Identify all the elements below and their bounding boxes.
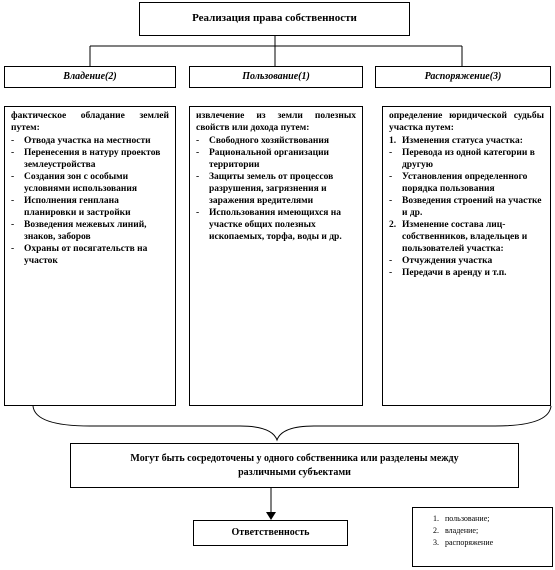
list-item: - Защиты земель от процессов разрушения, загрязнения и заражения вредителями	[196, 172, 334, 206]
responsibility-box	[193, 520, 348, 546]
content-use	[189, 106, 363, 406]
list-item: - Передачи в аренду и т.п.	[389, 268, 507, 278]
header-possession-label: Владение(2)	[63, 71, 117, 82]
legend-list	[413, 513, 552, 549]
list-item: - Свободного хозяйствования	[196, 136, 330, 146]
list-item: - Использования имеющихся на участке общих полезных ископаемых, торфа, воды и др.	[196, 208, 342, 242]
list-item: - Отвода участка на местности	[11, 136, 151, 146]
legend-item: 2. владение;	[433, 526, 479, 535]
possession-intro: фактическое обладание землей путем:	[11, 111, 169, 133]
diagram-title: Реализация права собственности	[192, 12, 357, 24]
list-item: - Охраны от посягательств на участок	[11, 244, 148, 266]
list-item: - Перенесения в натуру проектов землеустройства	[11, 148, 161, 170]
list-item: - Создания зон с особыми условиями использования	[11, 172, 137, 194]
use-list	[196, 135, 356, 243]
disposal-intro: определение юридической судьбы участка путем:	[389, 111, 544, 133]
header-possession	[4, 66, 176, 88]
legend-box	[412, 507, 553, 567]
bottom-note-text: Могут быть сосредоточены у одного собственника или разделены между различными субъектами	[130, 453, 459, 478]
header-disposal-label: Распоряжение(3)	[424, 71, 502, 82]
header-use-label: Пользование(1)	[242, 71, 310, 82]
use-intro: извлечение из земли полезных свойств или дохода путем:	[196, 111, 356, 133]
header-use	[189, 66, 363, 88]
legend-item: 3. распоряжение	[433, 538, 494, 547]
list-item: - Исполнения генплана планировки и застройки	[11, 196, 131, 218]
list-item: - Рациональной организации территории	[196, 148, 330, 170]
possession-list	[11, 135, 169, 267]
list-item: 1. Изменения статуса участка:	[389, 136, 523, 146]
bottom-note-box	[70, 443, 519, 488]
title-box	[139, 2, 410, 36]
responsibility-label: Ответственность	[231, 527, 310, 538]
header-disposal	[375, 66, 551, 88]
list-item: - Перевода из одной категории в другую	[389, 148, 535, 170]
list-item: - Возведения межевых линий, знаков, заборов	[11, 220, 147, 242]
content-disposal	[382, 106, 551, 406]
legend-item: 1. пользование;	[433, 514, 490, 523]
list-item: - Возведения строений на участке и др.	[389, 196, 542, 218]
list-item: - Отчуждения участка	[389, 256, 493, 266]
list-item: 2. Изменение состава лиц-собственников, владельцев и пользователей участка:	[389, 220, 528, 254]
list-item: - Установления определенного порядка пользования	[389, 172, 528, 194]
content-possession	[4, 106, 176, 406]
disposal-list	[389, 135, 544, 279]
